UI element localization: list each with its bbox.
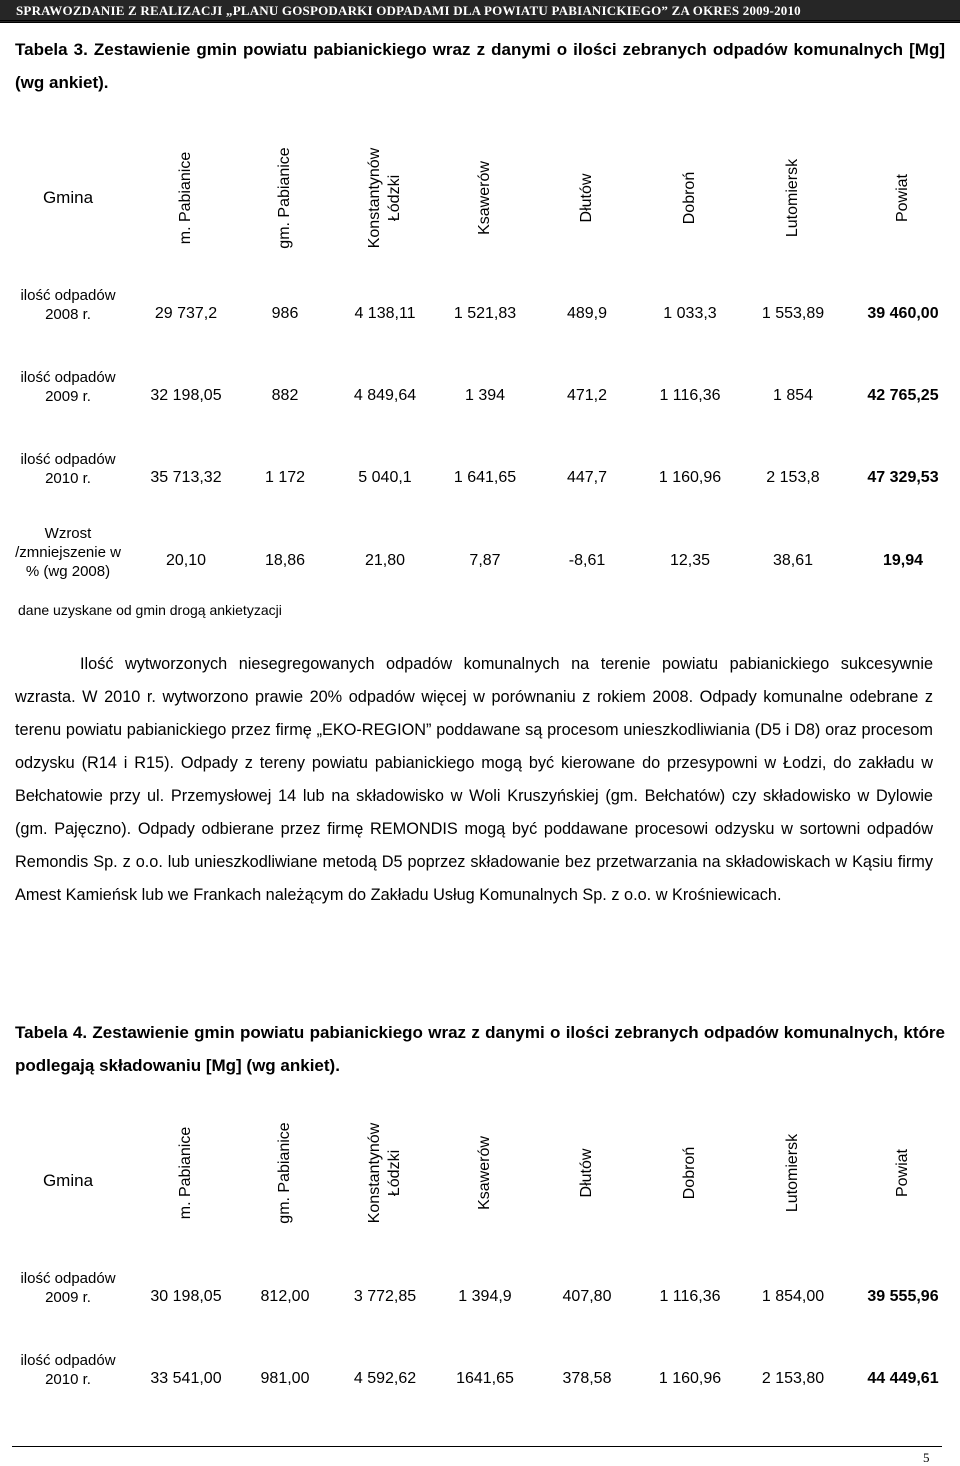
table4-column-header xyxy=(743,1103,843,1243)
table3-cell: 1 394 xyxy=(464,387,506,404)
table3-column-header xyxy=(235,133,335,263)
table4-column-header xyxy=(335,1103,435,1243)
table4-cell: 3 772,85 xyxy=(353,1288,417,1305)
table4-caption-text: Zestawienie gmin powiatu pabianickiego wraz z danymi o ilości zebranych odpadów komunalnych, które podlegają składowaniu [Mg] (wg ankiet). xyxy=(15,1023,945,1075)
table3-cell: 5 040,1 xyxy=(358,469,412,486)
table4-column-header-text: gm. Pabianice xyxy=(276,1122,293,1224)
table4-cell: 1 854,00 xyxy=(761,1288,825,1305)
table3-column-header-text: m. Pabianice xyxy=(177,151,194,245)
table4-cell: 1 394,9 xyxy=(458,1288,512,1305)
table4-column-header-text: Dobroń xyxy=(681,1146,698,1200)
table3-cell: 882 xyxy=(271,387,299,404)
table4-column-header xyxy=(136,1103,236,1243)
table3-column-header-text: gm. Pabianice xyxy=(276,147,293,249)
table4-cell: 4 592,62 xyxy=(353,1370,417,1387)
table3-cell: 489,9 xyxy=(566,305,608,322)
table3-cell: 986 xyxy=(271,305,299,322)
table3-cell: 1 553,89 xyxy=(761,305,825,322)
table3-row-label: ilość odpadów 2009 r. xyxy=(20,369,116,405)
table4-cell: 378,58 xyxy=(562,1370,612,1387)
table3-column-header xyxy=(640,133,740,263)
table3-column-header-text: Ksawerów xyxy=(476,161,493,235)
table4-column-header-text: Dłutów xyxy=(578,1148,595,1198)
table3-cell: 47 329,53 xyxy=(867,469,939,486)
table3-cell: 21,80 xyxy=(364,552,406,569)
table3-cell: 35 713,32 xyxy=(150,469,222,486)
table4-cell: 812,00 xyxy=(260,1288,310,1305)
table3-column-header-text: Dobroń xyxy=(681,171,698,225)
table4-column-header xyxy=(235,1103,335,1243)
header-text: SPRAWOZDANIE Z REALIZACJI „PLANU GOSPODARKI ODPADAMI DLA POWIATU PABIANICKIEGO” ZA OKRES 2009-2010 xyxy=(16,3,801,18)
document-header xyxy=(0,0,960,23)
table4-cell: 2 153,80 xyxy=(761,1370,825,1387)
table3-row-header: Gmina xyxy=(42,188,94,207)
table3-cell: 447,7 xyxy=(566,469,608,486)
table4-column-header xyxy=(853,1103,953,1243)
body-paragraph-text: Ilość wytworzonych niesegregowanych odpadów komunalnych na terenie powiatu pabianickiego sukcesywnie wzrasta. W 2010 r. wytworzono prawie 20% odpadów więcej w porównaniu z rokiem 2008. Odpady komunalne odebrane z terenu powiatu pabianickiego przez firmę „EKO-REGION” poddawane są procesom unieszkodliwiania (D5 i D8) oraz procesom odzysku (R14 i R15). Odpady z tereny powiatu pabianickiego mogą być kierowane do przesypowni w Łodzi, do zakładu w Bełchatowie przy ul. Przemysłowej 14 lub na składowisko w Woli Kruszyńskiej (gm. Bełchatów) czy składowisko w Dylowie (gm. Pajęczno). Odpady odbierane przez firmę REMONDIS mogą być poddawane procesowi odzysku w sortowni odpadów Remondis Sp. z o.o. lub unieszkodliwiane metodą D5 poprzez składowanie bez przetwarzania na składowiskach w Kąsiu firmy Amest Kamieńsk lub we Frankach należącym do Zakładu Usług Komunalnych Sp. z o.o. w Krośniewicach. xyxy=(15,655,933,904)
table3-column-header xyxy=(853,133,953,263)
table3-row-label: ilość odpadów 2008 r. xyxy=(20,287,116,323)
table3-cell: 1 116,36 xyxy=(659,387,721,404)
footer-rule xyxy=(12,1446,942,1447)
table4-row-label: ilość odpadów 2009 r. xyxy=(20,1270,116,1306)
table3-cell: -8,61 xyxy=(568,552,606,569)
table4-cell: 1 116,36 xyxy=(659,1288,721,1305)
table4-column-header xyxy=(435,1103,535,1243)
table3-cell: 2 153,8 xyxy=(766,469,820,486)
table3-cell: 19,94 xyxy=(882,552,924,569)
table4-column-header xyxy=(537,1103,637,1243)
table3-column-header xyxy=(435,133,535,263)
table3-cell: 39 460,00 xyxy=(867,305,939,322)
table3-cell: 1 172 xyxy=(264,469,306,486)
table4-cell: 1641,65 xyxy=(456,1370,514,1387)
table3-cell: 18,86 xyxy=(264,552,306,569)
table3-cell: 1 854 xyxy=(772,387,814,404)
body-paragraph xyxy=(15,648,933,912)
table4-column-header-text: Ksawerów xyxy=(476,1136,493,1210)
table3-cell: 471,2 xyxy=(566,387,608,404)
table3-column-header xyxy=(743,133,843,263)
table3-cell: 42 765,25 xyxy=(867,387,939,404)
table3-caption xyxy=(15,33,945,99)
table3-column-header xyxy=(335,133,435,263)
table4-cell: 407,80 xyxy=(562,1288,612,1305)
table3-cell: 20,10 xyxy=(165,552,207,569)
table4-column-header-text: Powiat xyxy=(894,1148,911,1198)
table4-cell: 33 541,00 xyxy=(150,1370,222,1387)
table3-cell: 7,87 xyxy=(469,552,501,569)
table3-cell: 1 521,83 xyxy=(453,305,517,322)
table4-cell: 1 160,96 xyxy=(658,1370,722,1387)
table3-column-header-text: Lutomiersk xyxy=(784,158,801,238)
table3-cell: 4 849,64 xyxy=(353,387,417,404)
table3-cell: 12,35 xyxy=(669,552,711,569)
page-number: 5 xyxy=(923,1450,930,1465)
table4-column-header-text: m. Pabianice xyxy=(177,1126,194,1220)
table3-column-header-text: Powiat xyxy=(894,173,911,223)
table4-caption-label: Tabela 4. xyxy=(15,1023,88,1042)
table3-cell: 4 138,11 xyxy=(354,305,416,322)
table3-source-note: dane uzyskane od gmin drogą ankietyzacji xyxy=(18,602,282,618)
table3-column-header xyxy=(136,133,236,263)
table3-row-label: Wzrost /zmniejszenie w % (wg 2008) xyxy=(15,525,121,580)
table4-caption xyxy=(15,1016,945,1082)
table4-cell: 44 449,61 xyxy=(867,1370,939,1387)
table4-cell: 981,00 xyxy=(260,1370,310,1387)
table3-cell: 1 160,96 xyxy=(658,469,722,486)
table4-column-header-text: Konstantynów Łódzki xyxy=(366,1122,403,1224)
table4-column-header-text: Lutomiersk xyxy=(784,1133,801,1213)
table4-row-header: Gmina xyxy=(42,1171,94,1190)
table4-row-label: ilość odpadów 2010 r. xyxy=(20,1352,116,1388)
table4-cell: 30 198,05 xyxy=(150,1288,222,1305)
table3-column-header-text: Dłutów xyxy=(578,173,595,223)
table4-column-header xyxy=(640,1103,740,1243)
table3-cell: 38,61 xyxy=(772,552,814,569)
table3-caption-label: Tabela 3. xyxy=(15,40,88,59)
table3-caption-text: Zestawienie gmin powiatu pabianickiego wraz z danymi o ilości zebranych odpadów komunalnych [Mg](wg ankiet). xyxy=(15,40,945,92)
table4-cell: 39 555,96 xyxy=(867,1288,939,1305)
table3-column-header-text: Konstantynów Łódzki xyxy=(366,147,403,249)
table3-cell: 1 641,65 xyxy=(453,469,517,486)
table3-column-header xyxy=(537,133,637,263)
table3-cell: 29 737,2 xyxy=(154,305,218,322)
table3-cell: 1 033,3 xyxy=(663,305,717,322)
table3-row-label: ilość odpadów 2010 r. xyxy=(20,451,116,487)
table3-cell: 32 198,05 xyxy=(150,387,222,404)
